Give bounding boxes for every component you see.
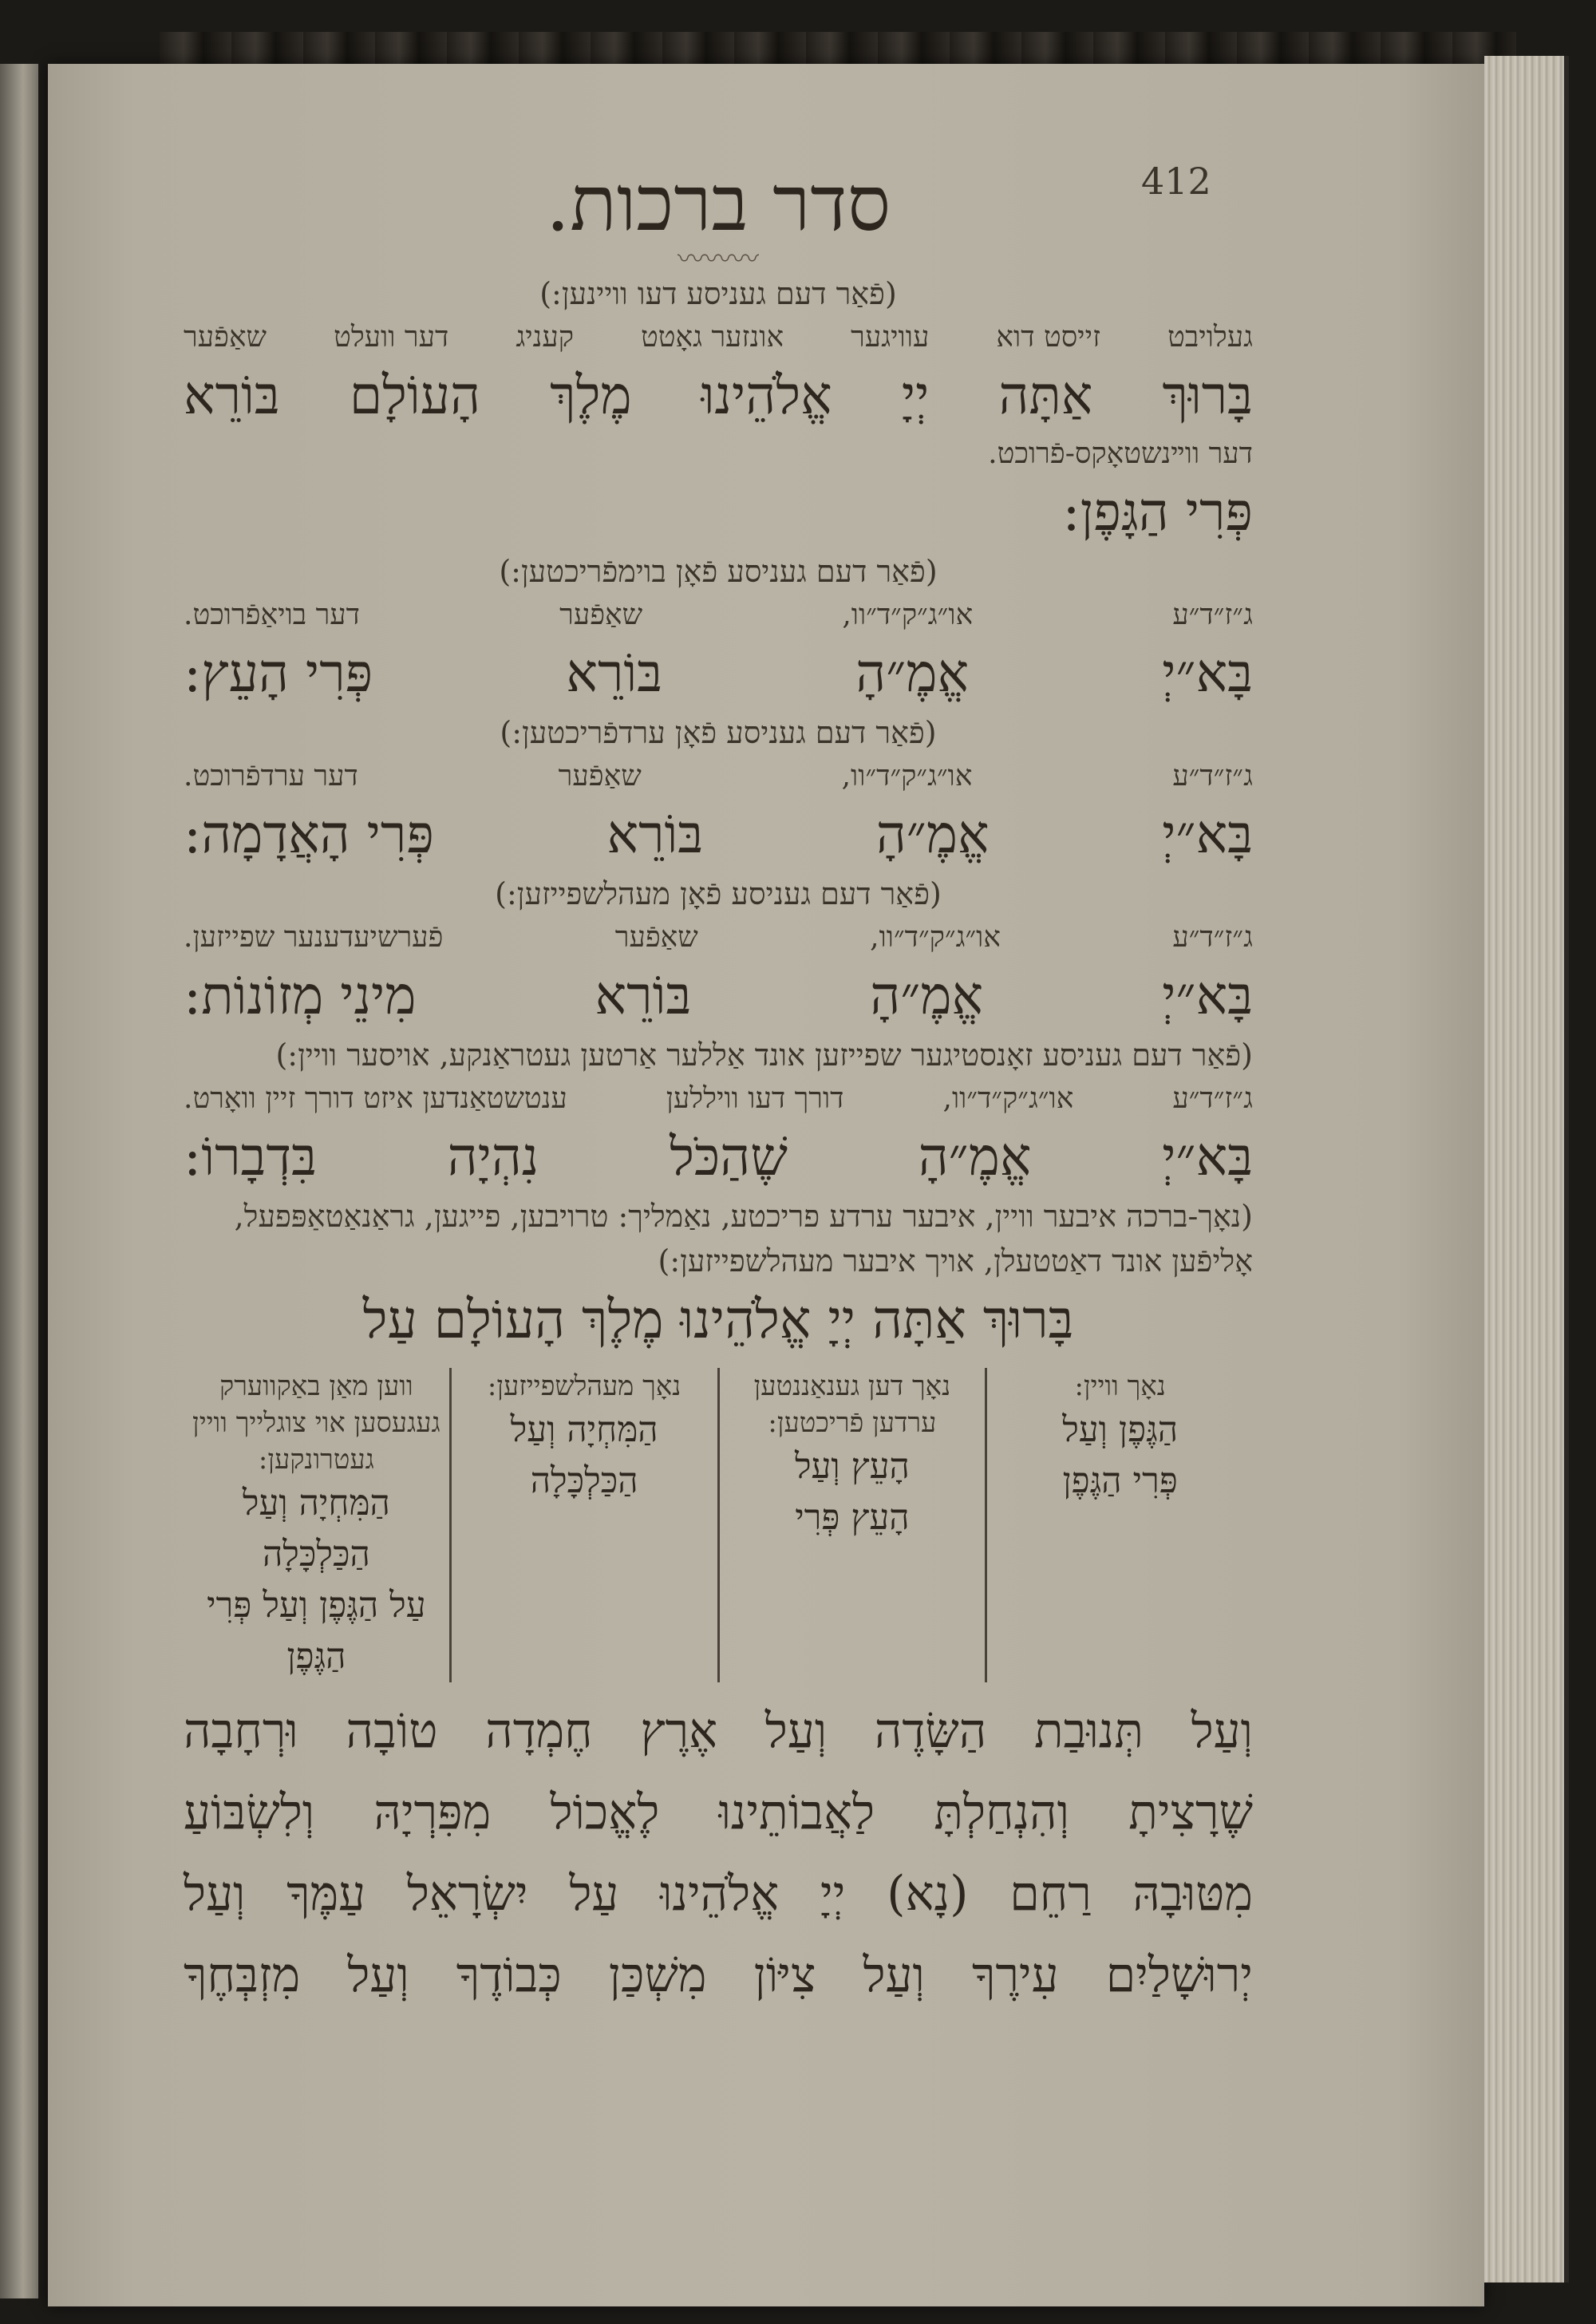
page-title: סדר ברכות. <box>545 159 891 248</box>
page-number: 412 <box>1141 160 1211 203</box>
after-note: (נאָך‑ברכה איבער וויין, איבער ערדע פריכטע, נאַמליך: טרויבען, פייגען, גראַנאַטאַפּפעל, אָליפֿען אונד דאַטטעלן, אויך איבער מעהלשפייזען:) <box>234 1199 1253 1279</box>
blessing-word: פְּרִי הָעֵץ: <box>184 642 373 704</box>
variants-table <box>184 1368 1253 1682</box>
blessing-word: נִהְיָה <box>447 1126 539 1188</box>
blessing-word: בּוֹרֵא <box>595 965 692 1026</box>
blessing-word: פְּרִי הַגָּפֶן: <box>1062 481 1253 543</box>
gloss-word: או״ג״ק״ד״וו, <box>841 760 973 792</box>
after-blessing <box>184 1283 1253 1357</box>
variant-head: נאָך וויין: <box>1074 1370 1166 1402</box>
gloss-word: דורך דעו וויללען <box>666 1082 844 1115</box>
blessing-word: פְּרִי הָאֲדָמָה: <box>184 804 434 865</box>
gloss-word: שאַפֿער <box>614 921 698 954</box>
blessing-word: מֶלֶךְ <box>550 365 632 426</box>
wine-gloss <box>184 316 1253 359</box>
paragraph-line: וְעַל תְּנוּבַת הַשָּׂדֶה וְעַל אֶרֶץ חֶמְדָה טוֹבָה וּרְחָבָה <box>184 1703 1253 1759</box>
wine-blessing-2 <box>184 476 1253 549</box>
gloss-word: או״ג״ק״ד״וו, <box>870 921 1001 954</box>
other-gloss <box>184 1077 1253 1120</box>
gloss-word: זייסט דוא <box>996 321 1101 354</box>
gloss-word: ג״ז״ד״ע <box>1172 921 1253 954</box>
earth-note: (פֿאַר דעם געניסע פֿאָן ערדפֿריכטען:) <box>500 715 937 750</box>
page-content <box>184 152 1253 2016</box>
gloss-word: עוויגער <box>851 321 930 354</box>
gloss-word: אונזער גאָטט <box>641 321 784 354</box>
earth-blessing <box>184 798 1253 872</box>
blessing-word: בָּא״יְ <box>1162 804 1253 865</box>
variant-row: עַל הַגֶּפֶן וְעַל פְּרִי הַגֶּפֶן <box>207 1585 426 1677</box>
blessing-word: בָּא״יְ <box>1162 642 1253 704</box>
blessing-word: אֱמֶ״הָ <box>918 1126 1032 1188</box>
tree-note: (פֿאַר דעם געניסע פֿאָן בוימפֿריכטען:) <box>499 554 938 589</box>
variant-head: נאָך דען גענאַננטען ערדען פֿריכטען: <box>753 1370 951 1439</box>
blessing-word: אֱמֶ״הָ <box>870 965 984 1026</box>
wine-gloss-2 <box>184 433 1253 476</box>
variant-row: הַמִּחְיָה וְעַל הַכַּלְכָּלָה <box>242 1483 390 1575</box>
gloss-word: שאַפֿער <box>558 760 642 792</box>
gloss-word: שאַפֿער <box>184 321 267 354</box>
tree-gloss <box>184 594 1253 637</box>
facing-page-edge <box>0 64 38 2298</box>
earth-gloss <box>184 755 1253 798</box>
blessing-word: יְיָ <box>901 365 930 426</box>
blessing-word: בָּא״יְ <box>1162 965 1253 1026</box>
gloss-word: ענטשטאַנדען איזט דורך זיין וואָרט. <box>184 1082 567 1115</box>
other-note: (פֿאַר דעם געניסע זאָנסטיגער שפייזען אונד אַללער אַרטען געטראַנקע, אויסער וויין:) <box>275 1038 1253 1073</box>
paragraph-line: שֶׁרָצִיתָ וְהִנְחַלְתָּ לַאֲבוֹתֵינוּ לֶאֱכוֹל מִפִּרְיָהּ וְלִשְׂבּוֹעַ <box>184 1785 1253 1840</box>
blessing-word: שֶׁהַכֹּל <box>670 1126 788 1188</box>
gloss-word: קעניג <box>516 321 575 354</box>
gloss-word: או״ג״ק״ד״וו, <box>842 599 974 631</box>
blessing-word: מִינֵי מְזוֹנוֹת: <box>184 965 417 1026</box>
gloss-word: ג״ז״ד״ע <box>1172 599 1253 631</box>
variant-row: הָעֵץ וְעַל <box>794 1446 910 1487</box>
gloss-word: ג״ז״ד״ע <box>1172 1082 1253 1115</box>
blessing-word: בִּדְבָרוֹ: <box>184 1126 317 1188</box>
variant-column <box>449 1368 717 1682</box>
title-ornament: 〰〰〰 <box>678 243 759 275</box>
blessing-word: בּוֹרֵא <box>606 804 704 865</box>
paragraph-line: יְרוּשָׁלַיִם עִירֶךָ וְעַל צִיּוֹן מִשְׁכַּן כְּבוֹדֶךָ וְעַל מִזְבְּחֶךָ <box>184 1947 1253 2003</box>
wine-blessing <box>184 359 1253 433</box>
grain-blessing <box>184 959 1253 1033</box>
blessing-word: בָּא״יְ <box>1162 1126 1253 1188</box>
tree-blessing <box>184 637 1253 710</box>
gloss-word: שאַפֿער <box>559 599 643 631</box>
blessing-word: בָּרוּךְ <box>1162 365 1253 426</box>
blessing-word: אַתָּה <box>998 365 1093 426</box>
other-blessing <box>184 1120 1253 1194</box>
variant-head: ווען מאַן באַקווערק געגעסען אוי צוגלייך וויין געטרונקען: <box>192 1370 440 1476</box>
variant-row: הַמִּחְיָה וְעַל <box>510 1409 658 1450</box>
blessing-word: אֱמֶ״הָ <box>875 804 990 865</box>
paragraph-line: מִטּוּבָהּ רַחֵם (נָא) יְיָ אֱלֹהֵינוּ עַל יִשְׂרָאֵל עַמֶּךָ וְעַל <box>184 1866 1253 1922</box>
blessing-word: אֱלֹהֵינוּ <box>701 365 832 426</box>
blessing-line: בָּרוּךְ אַתָּה יְיָ אֱלֹהֵינוּ מֶלֶךְ הָעוֹלָם עַל <box>362 1289 1074 1350</box>
variant-head: נאָך מעהלשפייזען: <box>487 1370 681 1402</box>
variant-row: הָעֵץ פְּרִי <box>795 1497 910 1538</box>
gloss-word: או״ג״ק״ד״וו, <box>942 1082 1074 1115</box>
blessing-word: אֱמֶ״הָ <box>855 642 970 704</box>
variant-column <box>184 1368 449 1682</box>
blessing-word: בּוֹרֵא <box>184 365 280 426</box>
variant-row: הַגֶּפֶן וְעַל <box>1062 1409 1179 1450</box>
variant-column <box>985 1368 1253 1682</box>
gloss-word: געלויבט <box>1167 321 1253 354</box>
variant-column <box>717 1368 986 1682</box>
blessing-word: הָעוֹלָם <box>349 365 481 426</box>
variant-row: הַכַּלְכָּלָה <box>530 1460 638 1501</box>
gloss-word: דער ערדפֿרוכט. <box>184 760 358 792</box>
grain-gloss <box>184 916 1253 959</box>
blessing-word: בּוֹרֵא <box>566 642 663 704</box>
variant-row: פְּרִי הַגֶּפֶן <box>1062 1460 1178 1501</box>
gloss-word: דער ווײנשטאָקס‑פֿרוכט. <box>988 437 1253 470</box>
grain-note: (פֿאַר דעם געניסע פֿאָן מעהלשפייזען:) <box>495 876 942 911</box>
gloss-word: דער בויאַפֿרוכט. <box>184 599 360 631</box>
page-edges <box>1484 56 1569 2282</box>
gloss-word: ג״ז״ד״ע <box>1172 760 1253 792</box>
wine-note: (פֿאַר דעם געניסע דעו וויינען:) <box>539 276 897 311</box>
gloss-word: פֿערשיעדענער שפייזען. <box>184 921 444 954</box>
gloss-word: דער וועלט <box>334 321 449 354</box>
